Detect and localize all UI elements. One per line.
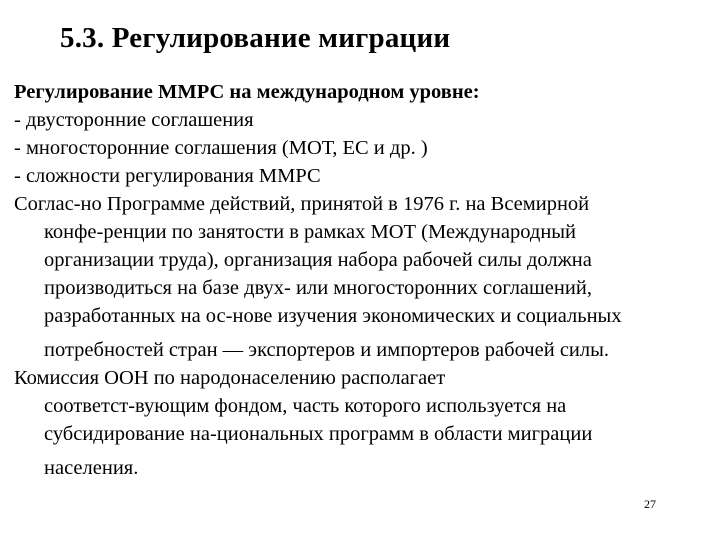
paragraph-2-line-2: соответст-вующим фондом, часть которого используется на — [44, 395, 567, 417]
paragraph-2-line-1: Комиссия ООН по народонаселению располагает — [14, 367, 446, 389]
page-number: 27 — [644, 497, 656, 511]
paragraph-2-line-3: субсидирование на-циональных программ в области миграции — [44, 423, 593, 445]
bullet-multilateral: - многосторонние соглашения (МОТ, ЕС и др. ) — [14, 137, 428, 159]
paragraph-2-line-4: населения. — [44, 457, 139, 479]
section-heading: Регулирование ММРС на международном уровне: — [14, 81, 480, 103]
bullet-bilateral: - двусторонние соглашения — [14, 109, 254, 131]
paragraph-1-line-1: Соглас-но Программе действий, принятой в 1976 г. на Всемирной — [14, 193, 590, 215]
slide-title: 5.3. Регулирование миграции — [60, 22, 451, 54]
paragraph-1-line-3: организации труда), организация набора рабочей силы должна — [44, 249, 592, 271]
bullet-difficulties: - сложности регулирования ММРС — [14, 165, 321, 187]
slide-body — [14, 78, 718, 482]
paragraph-1-line-4: производиться на базе двух- или многосторонних соглашений, — [44, 277, 592, 299]
paragraph-1-line-5: разработанных на ос-нове изучения экономических и социальных — [44, 305, 622, 327]
paragraph-1-line-6: потребностей стран — экспортеров и импортеров рабочей силы. — [44, 339, 610, 361]
paragraph-1-line-2: конфе-ренции по занятости в рамках МОТ (Международный — [44, 221, 577, 243]
